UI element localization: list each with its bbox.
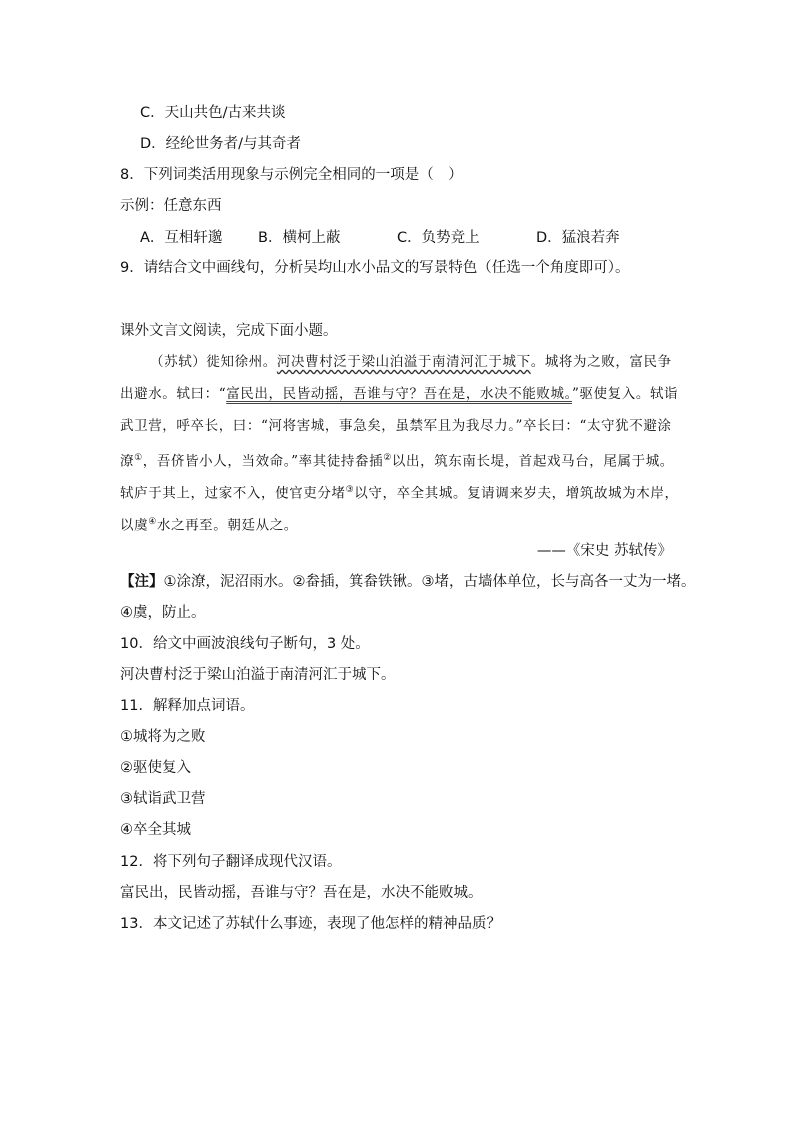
q8-option-a: A．互相轩邈: [140, 230, 223, 246]
passage-text: 以虞: [120, 517, 149, 534]
notes-line-2: ④虞，防止。: [120, 605, 206, 621]
passage-text: 出避水。轼曰：“: [120, 386, 227, 402]
notes-text: ①涂潦，泥沼雨水。②畚插，箕畚铁锹。③堵，古墙体单位，长与高各一丈为一堵。: [163, 574, 696, 590]
notes-line-1: [120, 572, 696, 592]
passage-line: [120, 480, 679, 504]
q11-item-4: ④卒全其城: [120, 822, 191, 838]
footnote-marker: ④: [148, 517, 157, 527]
q12-sentence: 富民出，民皆动摇，吾谁与守？吾在是，水决不能败城。: [120, 885, 483, 901]
passage-text: ”驱使复入。轼诣: [571, 386, 679, 402]
passage-line: [120, 512, 298, 536]
footnote-marker: ①: [134, 453, 143, 463]
q13-stem: 13．本文记述了苏轼什么事迹，表现了他怎样的精神品质？: [120, 916, 501, 932]
passage-source: ——《宋史 苏轼传》: [536, 543, 672, 559]
passage-text: 潦: [120, 453, 135, 470]
q10-sentence: 河决曹村泛于梁山泊溢于南清河汇于城下。: [120, 667, 396, 683]
passage-text: 轼庐于其上，过家不入，使官吏分堵: [120, 485, 346, 502]
passage-text: （苏轼）徙知徐州。: [150, 354, 277, 370]
passage-line: [120, 416, 672, 436]
footnote-marker: ②: [383, 453, 392, 463]
q8-stem: 8．下列词类活用现象与示例完全相同的一项是（ ）: [120, 167, 463, 183]
q11-item-3: ③轼诣武卫营: [120, 791, 206, 807]
notes-label: 【注】: [120, 574, 164, 590]
double-underlined-sentence: 富民出，民皆动摇，吾谁与守？吾在是，水决不能败城。: [226, 386, 572, 402]
passage-line: [120, 384, 678, 404]
q7-option-c: C．天山共色/古来共谈: [140, 105, 286, 121]
q7-option-d: D．经纶世务者/与其奇者: [140, 136, 302, 152]
q11-item-2: ②驱使复入: [120, 760, 191, 776]
passage-text: 水之再至。朝廷从之。: [156, 517, 298, 534]
q8-option-d: D．猛浪若奔: [536, 230, 620, 246]
wavy-underlined-sentence: 河决曹村泛于梁山泊溢于南清河汇于城下: [276, 354, 531, 370]
passage-line: [150, 352, 672, 372]
passage-text: ，吾侪皆小人，当效命。”率其徒持畚插: [142, 453, 384, 470]
q10-stem: 10．给文中画波浪线句子断句，3 处。: [120, 636, 370, 652]
passage-text: 。城将为之败，富民争: [530, 354, 672, 370]
footnote-marker: ③: [345, 485, 355, 495]
q11-stem: 11．解释加点词语。: [120, 698, 255, 714]
q8-example: 示例：任意东西: [120, 198, 222, 214]
passage-line: [120, 448, 674, 472]
passage-text: 以出，筑东南长堤，首起戏马台，尾属于城。: [391, 453, 674, 470]
passage-text: 以守，卒全其城。复请调来岁夫，增筑故城为木岸，: [354, 485, 679, 502]
q12-stem: 12．将下列句子翻译成现代汉语。: [120, 854, 342, 870]
q8-option-c: C．负势竞上: [397, 230, 480, 246]
q9-stem: 9．请结合文中画线句，分析吴均山水小品文的写景特色（任选一个角度即可）。: [120, 260, 630, 276]
q8-option-b: B．横柯上蔽: [258, 230, 341, 246]
reading-intro: 课外文言文阅读，完成下面小题。: [120, 323, 338, 339]
passage-text: 武卫营，呼卒长，曰：“河将害城，事急矣，虽禁军且为我尽力。”卒长曰：“太守犹不避涂: [120, 418, 672, 434]
q8-options: [140, 228, 660, 248]
q11-item-1: ①城将为之败: [120, 729, 206, 745]
